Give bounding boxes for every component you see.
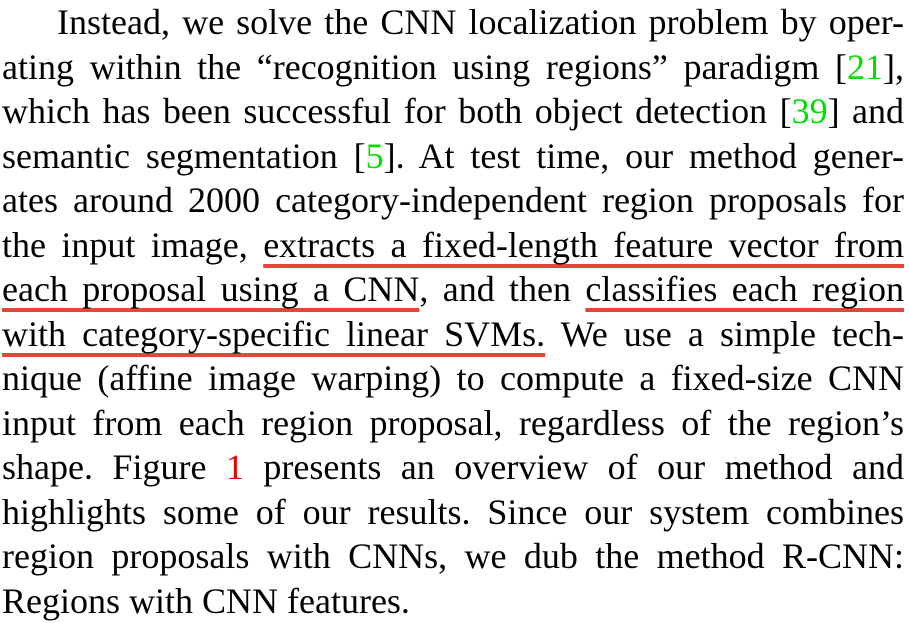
- text-segment: Regions with CNN features.: [2, 580, 410, 621]
- underlined-phrase: with category-specific linear SVMs.: [2, 313, 546, 354]
- text-segment: ates around 2000 category-independent region proposals for: [2, 180, 904, 220]
- text-line: [2, 579, 904, 623]
- text-segment: semantic segmentation [: [2, 135, 366, 176]
- text-line: [2, 223, 904, 268]
- text-segment: nique (affine image warping) to compute a fixed-size CNN: [2, 358, 904, 398]
- text-line: [2, 45, 904, 90]
- underlined-phrase: each proposal using a CNN: [2, 269, 420, 309]
- text-segment: ] and: [827, 91, 905, 131]
- text-line: [2, 0, 904, 45]
- citation-ref-39[interactable]: 39: [791, 91, 828, 131]
- underlined-phrase: classifies each region: [585, 269, 904, 309]
- text-segment: highlights some of our results. Since our system combines: [2, 491, 904, 532]
- text-line: [2, 267, 904, 312]
- text-line: [2, 89, 904, 134]
- text-segment: shape. Figure: [2, 447, 226, 487]
- text-segment: presents an overview of our method and: [243, 447, 905, 487]
- text-line: [2, 134, 904, 179]
- text-segment: the input image,: [2, 224, 264, 265]
- text-line: [2, 401, 904, 446]
- text-segment: We use a simple tech-: [545, 313, 904, 354]
- text-line: [2, 445, 904, 490]
- citation-ref-21[interactable]: 21: [847, 46, 883, 87]
- paper-paragraph: [2, 0, 904, 623]
- text-segment: input from each region proposal, regardless of the region’s: [2, 402, 904, 443]
- underlined-phrase: extracts a fixed-length feature vector from: [263, 224, 904, 265]
- text-line: [2, 178, 904, 223]
- figure-ref-1[interactable]: 1: [225, 447, 244, 487]
- citation-ref-5[interactable]: 5: [365, 135, 384, 176]
- text-segment: , and then: [419, 269, 586, 309]
- text-segment: ating within the “recognition using regions” paradigm [: [2, 46, 847, 87]
- text-segment: ]. At test time, our method gener-: [383, 135, 904, 176]
- text-segment: region proposals with CNNs, we dub the method R-CNN:: [2, 536, 904, 576]
- text-line: [2, 356, 904, 401]
- text-segment: Instead, we solve the CNN localization problem by oper-: [57, 2, 904, 42]
- text-line: [2, 312, 904, 357]
- text-segment: ],: [883, 46, 904, 87]
- text-line: [2, 534, 904, 579]
- text-segment: which has been successful for both object detection [: [2, 91, 792, 131]
- text-line: [2, 490, 904, 535]
